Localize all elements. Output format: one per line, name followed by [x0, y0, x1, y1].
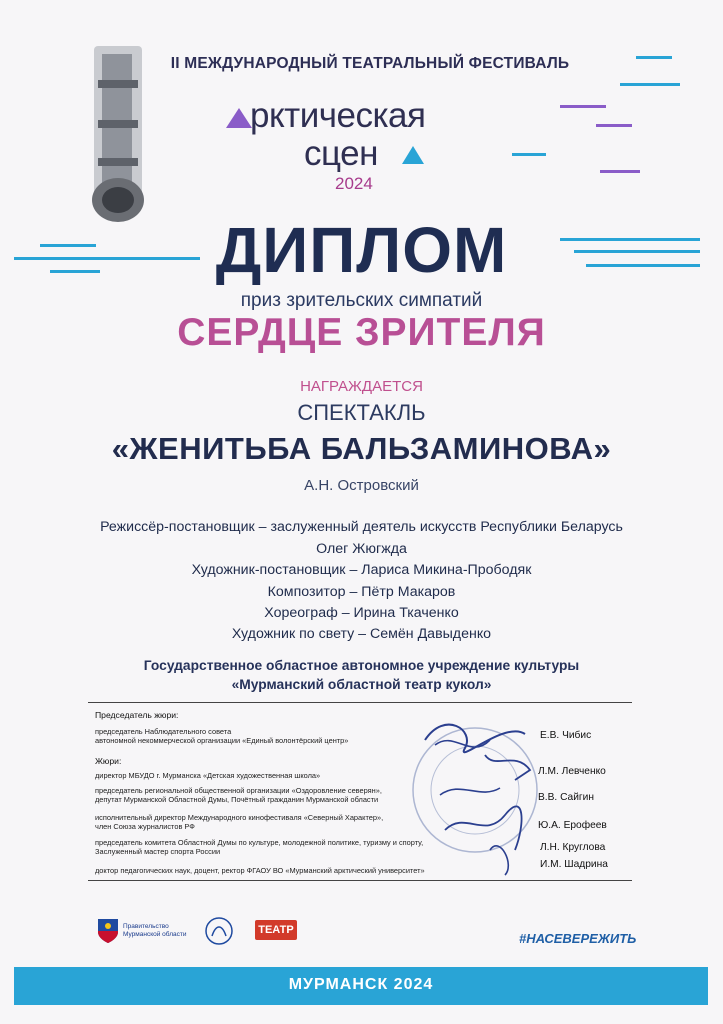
prize-subtitle: приз зрительских симпатий	[240, 290, 483, 311]
jury-member-name: Ю.А. Ерофеев	[538, 820, 607, 831]
theatre-logo-text: ТЕАТР	[258, 924, 294, 936]
jury-member-name: Л.М. Левченко	[538, 766, 606, 777]
decor-line	[560, 105, 606, 108]
divider	[88, 702, 632, 703]
diploma-title: ДИПЛОМ	[215, 214, 508, 286]
murmansk-coat-of-arms-icon	[97, 918, 119, 944]
jury-member-role: председатель региональной общественной организации «Оздоровление северян», депутат Мурманской Областной Думы, Почётный гражданин Мурманской области	[95, 786, 382, 804]
jury-chair-heading: Председатель жюри:	[95, 710, 179, 720]
awarded-label: НАГРАЖДАЕТСЯ	[300, 378, 423, 395]
credit-line: Художник-постановщик – Лариса Микина-Прободяк	[191, 562, 532, 578]
play-author: А.Н. Островский	[304, 477, 419, 494]
hashtag: #НАСЕВЕРЕЖИТЬ	[519, 931, 637, 946]
prize-name: СЕРДЦЕ ЗРИТЕЛЯ	[177, 311, 546, 354]
logo-word-arctic: рктическая	[250, 96, 426, 135]
jury-member-role: доктор педагогических наук, доцент, ректор ФГАОУ ВО «Мурманский арктический университет»	[95, 866, 425, 875]
jury-members-heading: Жюри:	[95, 756, 122, 766]
jury-member-name: Л.Н. Круглова	[540, 842, 606, 853]
credit-line: Режиссёр-постановщик – заслуженный деятель искусств Республики Беларусь	[100, 519, 623, 535]
credit-line: Композитор – Пётр Макаров	[267, 584, 456, 600]
logo-word-scene: сцен	[304, 134, 378, 173]
institution-line-1: Государственное областное автономное учреждение культуры	[143, 658, 580, 673]
decor-line	[636, 56, 672, 59]
jury-member-name: В.В. Сайгин	[538, 792, 594, 803]
jury-member-role: директор МБУДО г. Мурманска «Детская художественная школа»	[95, 771, 321, 780]
festival-title: II МЕЖДУНАРОДНЫЙ ТЕАТРАЛЬНЫЙ ФЕСТИВАЛЬ	[170, 55, 570, 72]
signatures-and-stamp	[395, 700, 545, 880]
jury-chair-name: Е.В. Чибис	[540, 730, 592, 741]
decor-line	[620, 83, 680, 86]
logo-triangle-icon	[226, 106, 252, 130]
city-year: МУРМАНСК 2024	[288, 976, 434, 993]
logo-triangle-icon	[402, 145, 424, 165]
jury-chair-role: председатель Наблюдательного совета автономной некоммерческой организации «Единый волонтёрский центр»	[95, 727, 349, 745]
decor-line	[596, 124, 632, 127]
logo-year: 2024	[335, 174, 373, 193]
play-label: СПЕКТАКЛЬ	[297, 400, 426, 425]
culture-emblem-icon	[202, 916, 236, 946]
institution-line-2: «Мурманский областной театр кукол»	[231, 677, 492, 692]
divider	[88, 880, 632, 881]
government-logo-text: Правительство Мурманской области	[123, 923, 187, 938]
theatre-logo	[255, 920, 297, 940]
jury-member-name: И.М. Шадрина	[540, 859, 608, 870]
jury-member-role: председатель комитета Областной Думы по культуре, молодежной политике, туризму и спорту, Заслуженный мастер спорта России	[95, 838, 424, 856]
decor-line	[600, 170, 640, 173]
decor-line	[512, 153, 546, 156]
jury-member-role: исполнительный директор Международного кинофестиваля «Северный Характер», член Союза журналистов РФ	[95, 813, 384, 831]
play-title: «ЖЕНИТЬБА БАЛЬЗАМИНОВА»	[111, 431, 612, 466]
credit-line: Олег Жюгжда	[316, 541, 407, 557]
credit-line: Художник по свету – Семён Давыденко	[231, 626, 492, 642]
credit-line: Хореограф – Ирина Ткаченко	[264, 605, 459, 621]
